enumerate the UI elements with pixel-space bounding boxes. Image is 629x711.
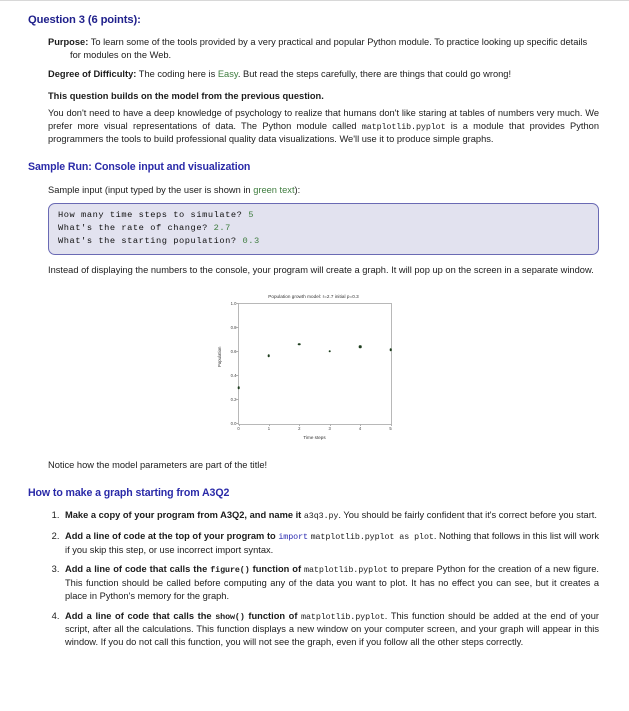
- step-bold-text-2: function of: [252, 564, 302, 575]
- chart-data-point: [389, 348, 392, 351]
- list-item: [62, 563, 599, 602]
- console-value: 0.3: [242, 236, 260, 247]
- step-rest-text: . This function should be added at the end of your script, after all the calculations. This function displays a new window on your computer screen, and your graph will appear in this window. If you do not call this function, you will not see the graph, even if you follow all the other steps correctly.: [65, 610, 599, 648]
- chart-data-point: [237, 387, 240, 390]
- step-code-keyword: import: [278, 531, 308, 542]
- chart-x-tick-mark: [239, 424, 240, 427]
- chart-y-tick-mark: [236, 399, 239, 400]
- notice-block: [48, 459, 599, 472]
- caption-pre-text: Sample input (input typed by the user is shown in: [48, 184, 251, 195]
- chart-y-tick-label: 0.8: [230, 325, 237, 331]
- chart-x-tick-label: 2: [298, 425, 301, 431]
- chart-x-axis-label: Time steps: [303, 434, 326, 440]
- chart-x-tick-mark: [391, 424, 392, 427]
- chart-x-tick-mark: [269, 424, 270, 427]
- step-code: show(): [215, 611, 245, 622]
- chart-x-tick-label: 0: [237, 425, 240, 431]
- chart-data-point: [298, 343, 301, 346]
- step-bold-text: Add a line of code that calls the: [65, 610, 212, 621]
- chart-y-tick-label: 0.4: [230, 373, 237, 379]
- chart-x-tick-mark: [330, 424, 331, 427]
- howto-steps-list: [28, 509, 599, 649]
- sample-run-heading: Sample Run: Console input and visualization: [28, 161, 251, 174]
- difficulty-paragraph: [48, 68, 599, 81]
- step-code: figure(): [210, 565, 250, 576]
- console-prompt: What's the starting population?: [58, 236, 237, 247]
- step-bold-text: Add a line of code at the top of your program to: [65, 530, 276, 541]
- console-value: 2.7: [213, 223, 231, 234]
- question-intro-block: [48, 36, 599, 146]
- step-bold-text: Make a copy of your program from A3Q2, and name it: [65, 510, 302, 521]
- chart-plot-area: [230, 301, 392, 431]
- difficulty-level: Easy: [217, 69, 238, 80]
- module-description-paragraph: [48, 107, 599, 146]
- chart-x-tick-label: 1: [267, 425, 271, 431]
- console-line: [58, 235, 589, 248]
- chart-data-point: [328, 350, 331, 353]
- chart-y-tick-mark: [236, 351, 239, 352]
- sample-run-block: [48, 184, 599, 277]
- module-desc-part1: You don't need to have a deep knowledge of psychology to realize that humans don't like staring at tables of numbers very much. We prefer more visual representations of data. The Python module called: [48, 107, 599, 131]
- matplotlib-module-code: matplotlib.pyplot: [361, 121, 446, 132]
- population-growth-chart: [216, 289, 412, 449]
- chart-y-tick-label: 0.6: [230, 349, 237, 355]
- step-code: matplotlib.pyplot as plot: [310, 531, 434, 542]
- list-item: [62, 530, 599, 556]
- builds-on-note: [48, 90, 599, 103]
- chart-title: Population growth model: r=2.7 initial p=0.3: [268, 293, 359, 299]
- list-item: [62, 610, 599, 649]
- module-desc-part2: is a module that provides Python programmers the tools to build professional quality data visualizations. We'll use it to produce simple graphs.: [48, 120, 599, 145]
- step-bold-text: Add a line of code that calls the: [65, 564, 208, 575]
- purpose-text: To learn some of the tools provided by a very practical and popular Python module. To practice looking up specific details for modules on the Web.: [70, 37, 588, 61]
- chart-x-tick-mark: [299, 424, 300, 427]
- page-title: Question 3 (6 points):: [28, 14, 141, 26]
- console-value: 5: [248, 210, 254, 221]
- difficulty-post-text: . But read the steps carefully, there are things that could go wrong!: [237, 69, 512, 80]
- chart-y-tick-label: 1.0: [230, 301, 237, 307]
- step-code: a3q3.py: [303, 511, 339, 522]
- console-prompt: What's the rate of change?: [58, 223, 208, 234]
- caption-green-text: green text: [253, 184, 295, 195]
- step-code-2: matplotlib.pyplot: [304, 565, 388, 576]
- after-console-paragraph: Instead of displaying the numbers to the console, your program will create a graph. It will pop up on the screen in a separate window.: [48, 265, 594, 276]
- chart-y-tick-label: 0.2: [230, 397, 237, 403]
- console-line: [58, 209, 589, 222]
- step-rest-text: . Nothing that follows in this list will work if you skip this step, or use incorrect import syntax.: [65, 530, 599, 555]
- chart-y-tick-label: 0.0: [230, 421, 237, 427]
- chart-x-tick-label: 5: [389, 425, 392, 431]
- howto-heading: How to make a graph starting from A3Q2: [28, 486, 230, 499]
- step-bold-text-2: function of: [248, 610, 298, 621]
- list-item: [62, 509, 599, 523]
- step-code-2: matplotlib.pyplot: [301, 611, 385, 622]
- chart-y-axis-label: Population: [216, 346, 222, 367]
- purpose-label: Purpose:: [48, 37, 89, 48]
- chart-x-tick-mark: [360, 424, 361, 427]
- step-rest-text: . You should be fairly confident that it's correct before you start.: [338, 510, 597, 521]
- console-line: [58, 222, 589, 235]
- console-output-box: [48, 203, 599, 255]
- difficulty-label: Degree of Difficulty:: [48, 69, 137, 80]
- chart-y-tick-mark: [236, 327, 239, 328]
- step-rest-text: to prepare Python for the creation of a new figure. This function should be called before computing any of the data you want to plot. It has no effect you can see, but it creates a place in Python's memory for the graph.: [65, 564, 599, 601]
- document-body: [0, 1, 629, 649]
- caption-post-text: ):: [294, 184, 301, 195]
- notice-paragraph: Notice how the model parameters are part of the title!: [48, 459, 268, 470]
- chart-x-tick-label: 3: [328, 425, 331, 431]
- sample-input-caption: [48, 184, 599, 197]
- figure-container: [28, 289, 599, 449]
- chart-data-point: [359, 345, 362, 348]
- difficulty-pre-text: The coding here is: [138, 69, 216, 80]
- chart-x-tick-label: 4: [358, 425, 362, 431]
- purpose-paragraph: [48, 36, 599, 62]
- chart-y-tick-mark: [236, 375, 239, 376]
- console-prompt: How many time steps to simulate?: [58, 210, 243, 221]
- builds-on-text: This question builds on the model from the previous question.: [48, 90, 324, 101]
- chart-data-point: [268, 355, 271, 358]
- chart-y-tick-mark: [236, 303, 239, 304]
